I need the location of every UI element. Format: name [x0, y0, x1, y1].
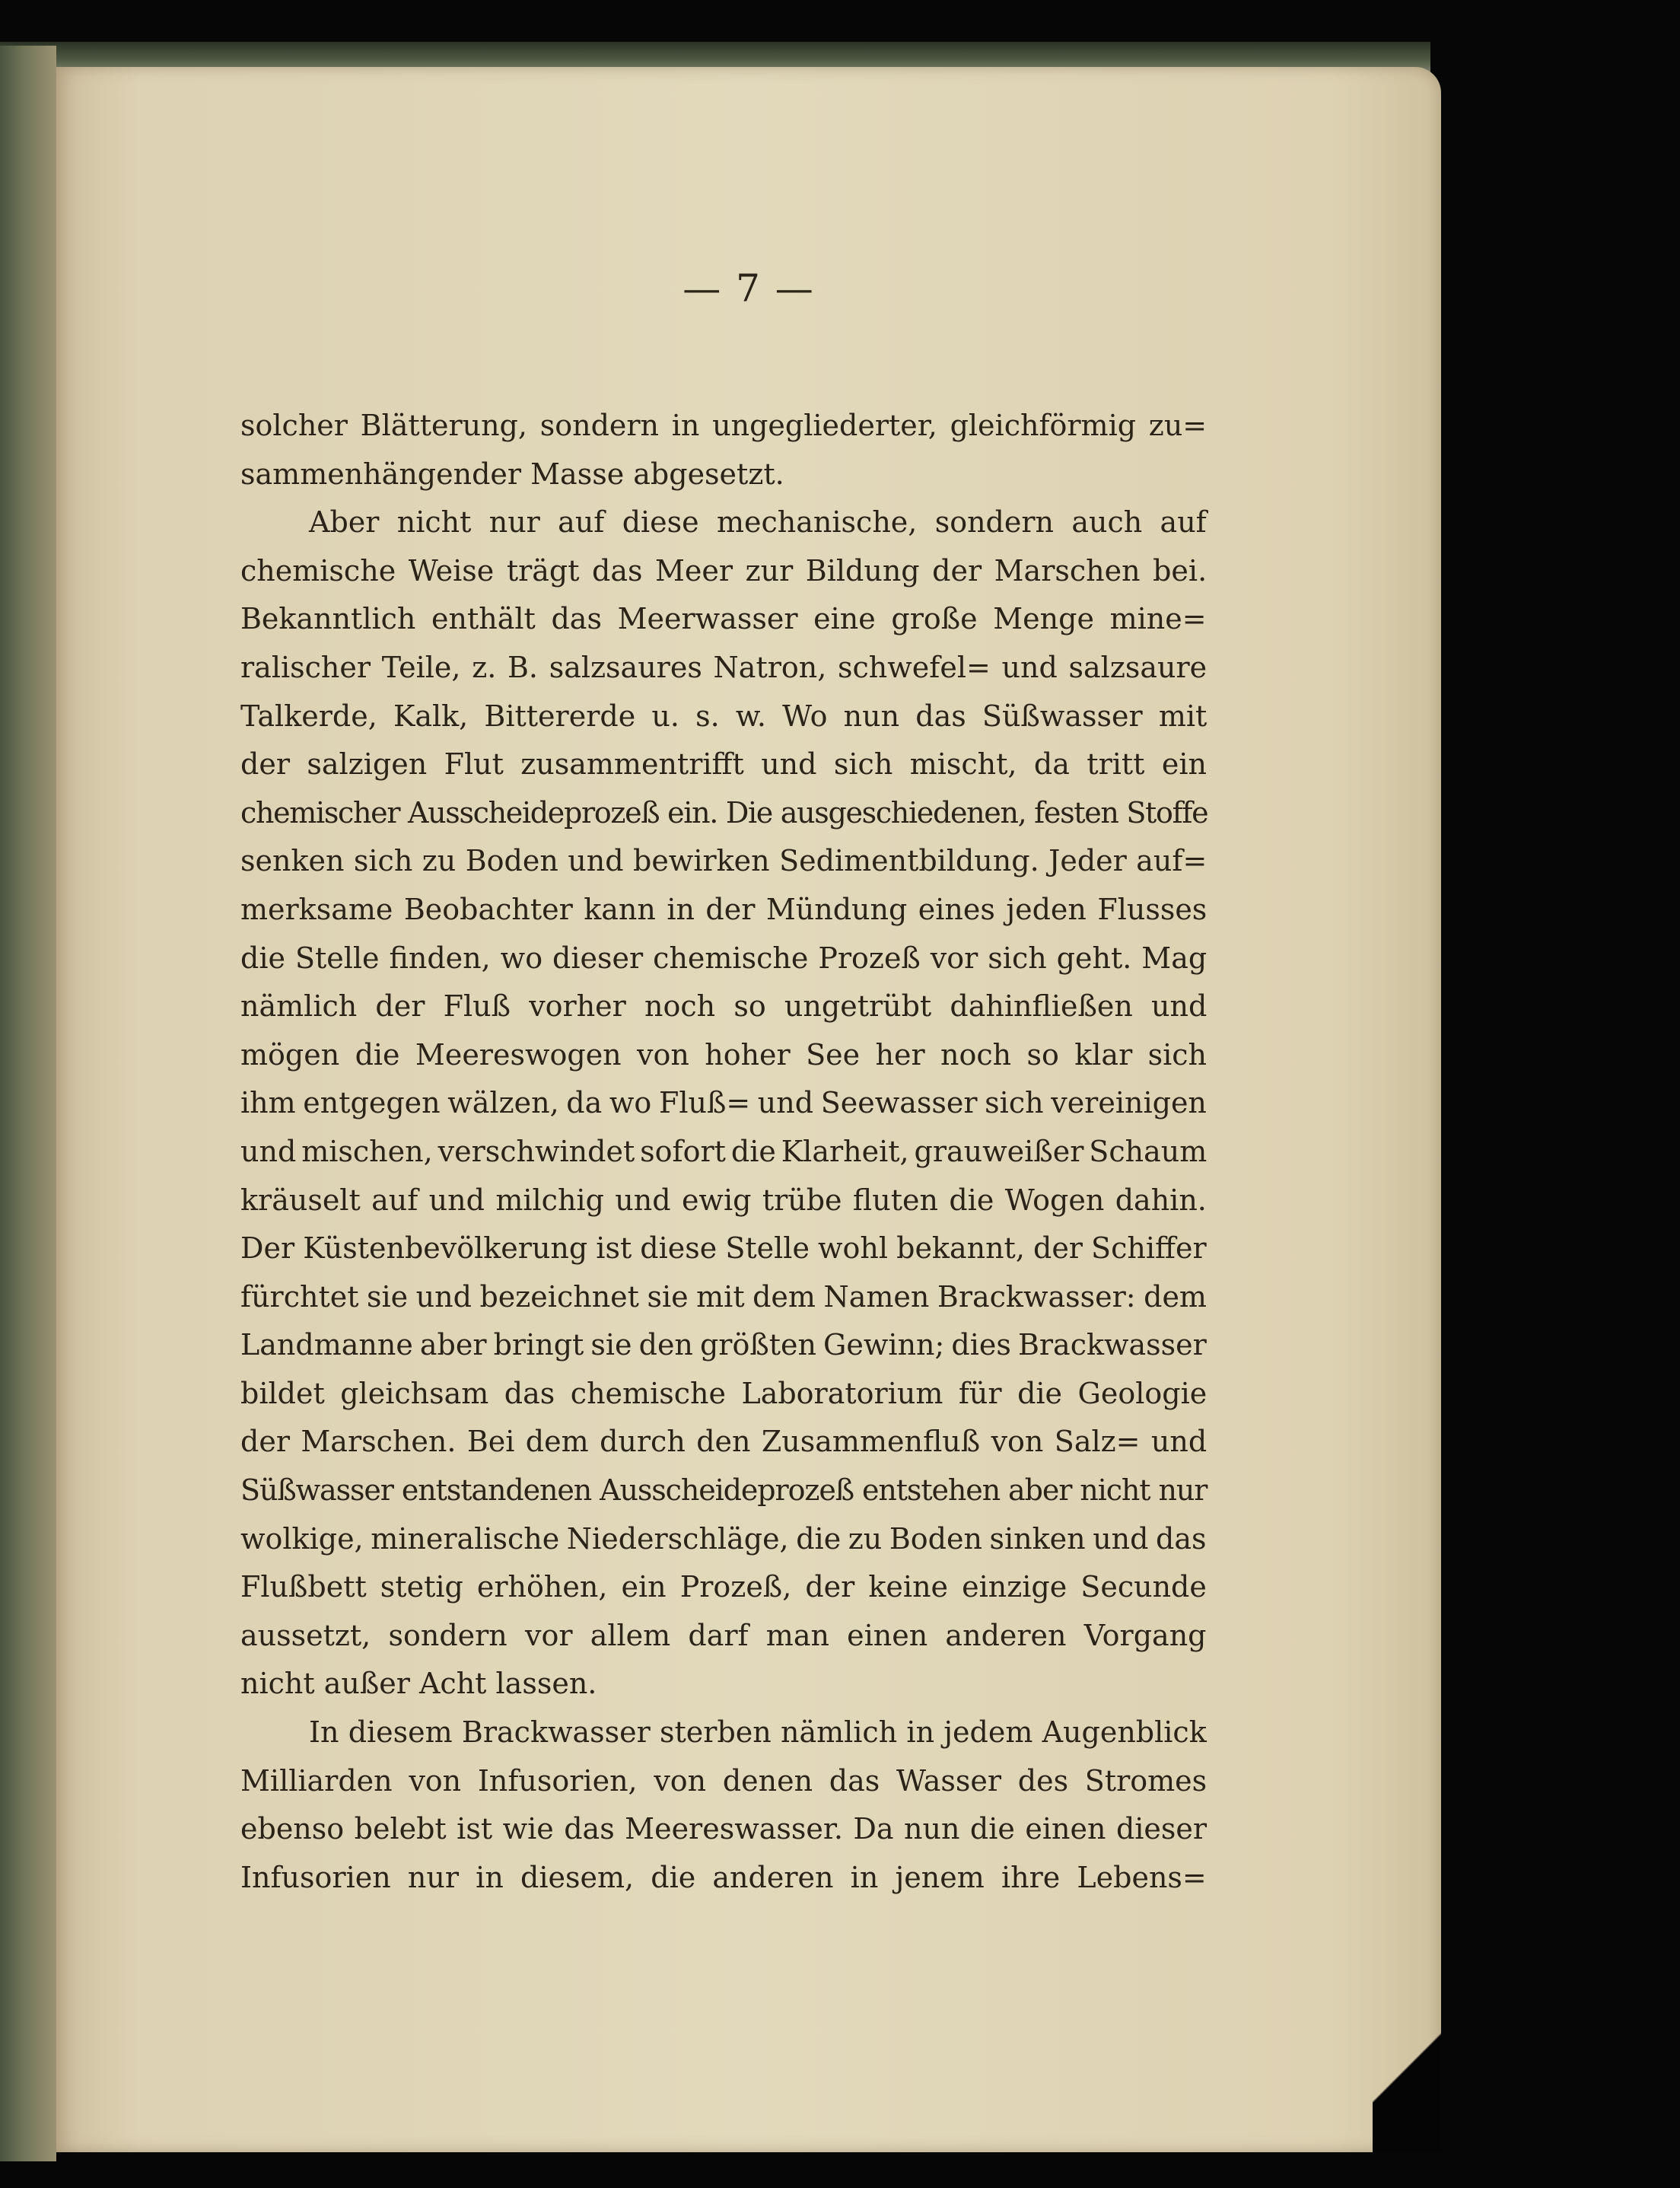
text-line: Der Küstenbevölkerung ist diese Stelle wohl bekannt, der Schiffer: [240, 1231, 1207, 1266]
text-line: Aber nicht nur auf diese mechanische, sondern auch auf: [309, 505, 1207, 540]
text-line: merksame Beobachter kann in der Mündung eines jeden Flusses: [240, 892, 1208, 926]
text-line: der salzigen Flut zusammentrifft und sich mischt, da tritt ein: [240, 747, 1207, 782]
text-line: Talkerde, Kalk, Bittererde u. s. w. Wo nun das Süßwasser mit: [240, 699, 1208, 733]
text-line: sammenhängender Masse abgesetzt.: [240, 457, 784, 491]
text-line: die Stelle finden, wo dieser chemische Prozeß vor sich geht. Mag: [240, 941, 1208, 975]
book-cover-left-edge: [0, 46, 56, 2161]
text-line: ebenso belebt ist wie das Meereswasser. Da nun die einen dieser: [240, 1812, 1208, 1846]
text-line: aussetzt, sondern vor allem darf man einen anderen Vorgang: [240, 1618, 1207, 1652]
text-line: senken sich zu Boden und bewirken Sedimentbildung. Jeder auf=: [240, 844, 1208, 878]
text-line: In diesem Brackwasser sterben nämlich in jedem Augenblick: [309, 1715, 1207, 1750]
text-line: chemische Weise trägt das Meer zur Bildung der Marschen bei.: [240, 553, 1208, 588]
text-line: kräuselt auf und milchig und ewig trübe fluten die Wogen dahin.: [240, 1183, 1207, 1217]
text-line: bildet gleichsam das chemische Laboratorium für die Geologie: [240, 1376, 1208, 1410]
text-line: wolkige, mineralische Niederschläge, die zu Boden sinken und das: [240, 1521, 1207, 1556]
text-line: nämlich der Fluß vorher noch so ungetrübt dahinfließen und: [240, 989, 1208, 1024]
text-line: Süßwasser entstandenen Ausscheideprozeß entstehen aber nicht nur: [240, 1473, 1208, 1508]
text-line: Bekanntlich enthält das Meerwasser eine große Menge mine=: [240, 602, 1207, 636]
page-number: — 7 —: [682, 266, 815, 311]
text-line: und mischen, verschwindet sofort die Klarheit, grauweißer Schaum: [240, 1134, 1208, 1168]
text-line: Flußbett stetig erhöhen, ein Prozeß, der keine einzige Secunde: [240, 1570, 1207, 1604]
text-line: chemischer Ausscheideprozeß ein. Die ausgeschiedenen, festen Stoffe: [240, 795, 1208, 830]
text-line: fürchtet sie und bezeichnet sie mit dem Namen Brackwasser: dem: [240, 1279, 1207, 1314]
book-page: [56, 67, 1441, 2152]
text-line: Landmanne aber bringt sie den größten Gewinn; dies Brackwasser: [240, 1328, 1207, 1362]
body-text: [240, 402, 1207, 1902]
text-line: mögen die Meereswogen von hoher See her noch so klar sich: [240, 1037, 1208, 1072]
text-line: ralischer Teile, z. B. salzsaures Natron, schwefel= und salzsaure: [240, 650, 1208, 684]
text-line: ihm entgegen wälzen, da wo Fluß= und Seewasser sich vereinigen: [240, 1086, 1207, 1120]
text-line: Infusorien nur in diesem, die anderen in jenem ihre Lebens=: [240, 1860, 1207, 1894]
text-line: Milliarden von Infusorien, von denen das Wasser des Stromes: [240, 1763, 1208, 1798]
text-line: der Marschen. Bei dem durch den Zusammenfluß von Salz= und: [240, 1425, 1208, 1459]
text-line: nicht außer Acht lassen.: [240, 1667, 597, 1701]
text-line: solcher Blätterung, sondern in ungegliederter, gleichförmig zu=: [240, 409, 1208, 442]
